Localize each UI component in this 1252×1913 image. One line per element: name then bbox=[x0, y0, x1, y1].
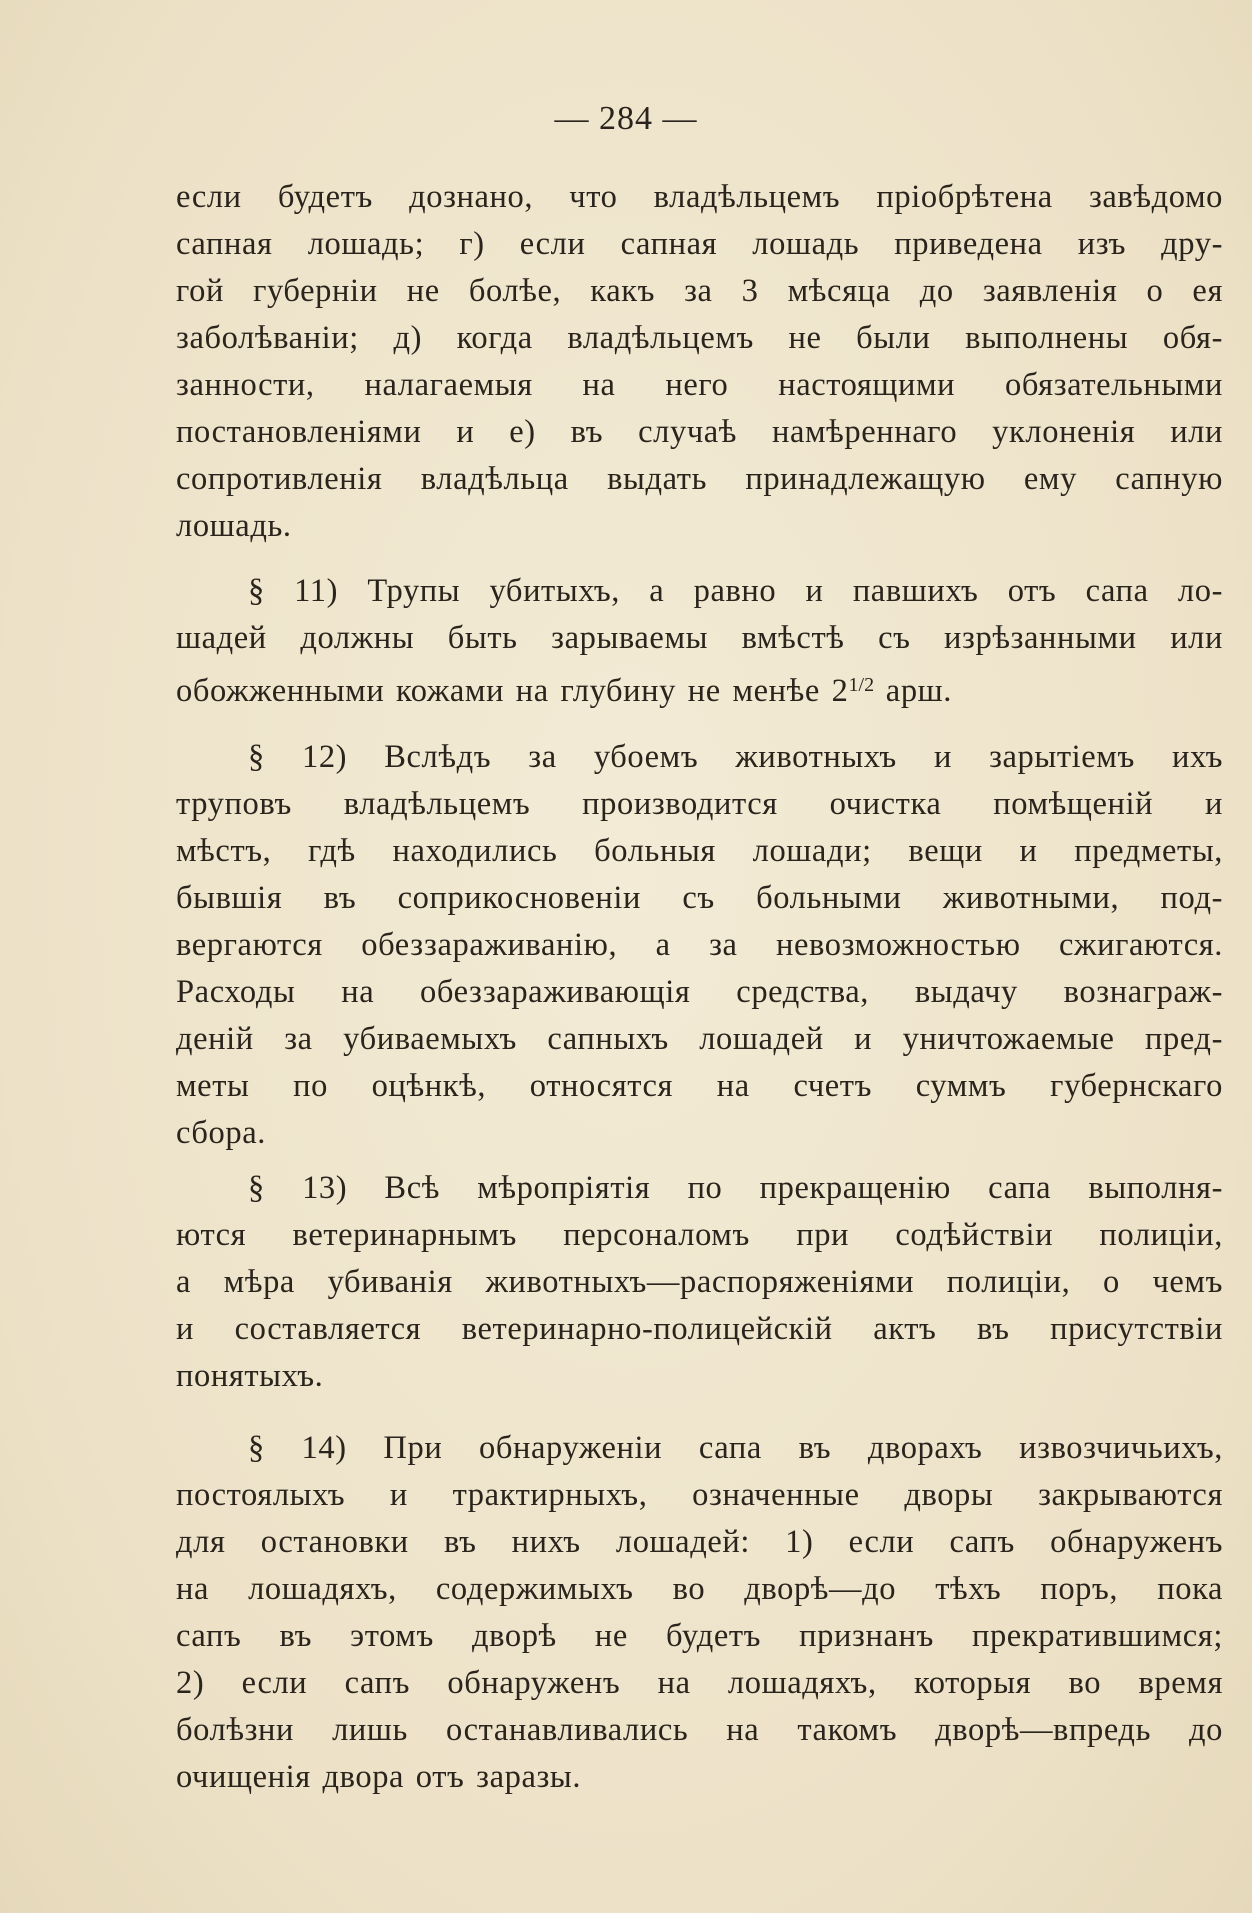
text-line: шадей должны быть зарываемы вмѣстѣ съ изрѣзанными или bbox=[176, 620, 1223, 656]
text-line: на лошадяхъ, содержимыхъ во дворѣ—до тѣхъ поръ, пока bbox=[176, 1571, 1223, 1607]
text-line: для остановки въ нихъ лошадей: 1) если сапъ обнаруженъ bbox=[176, 1524, 1223, 1560]
text-line: если будетъ дознано, что владѣльцемъ пріобрѣтена завѣдомо bbox=[176, 179, 1223, 215]
text-line: § 11) Трупы убитыхъ, а равно и павшихъ отъ сапа ло- bbox=[248, 573, 1223, 609]
text-line: а мѣра убиванія животныхъ—распоряженіями полиціи, о чемъ bbox=[176, 1264, 1223, 1300]
text-line: занности, налагаемыя на него настоящими обязательными bbox=[176, 367, 1223, 403]
text-line: труповъ владѣльцемъ производится очистка помѣщеній и bbox=[176, 786, 1223, 822]
text-line: лошадь. bbox=[176, 508, 292, 544]
paragraph-section-14 bbox=[176, 1425, 1223, 1801]
text-fragment: арш. bbox=[874, 673, 953, 709]
text-line: § 13) Всѣ мѣропріятія по прекращенію сапа выполня- bbox=[248, 1170, 1223, 1206]
text-line: сапъ въ этомъ дворѣ не будетъ признанъ прекратившимся; bbox=[176, 1618, 1223, 1654]
text-line: и составляется ветеринарно-полицейскій актъ въ присутствіи bbox=[176, 1311, 1223, 1347]
text-line: бывшія въ соприкосновеніи съ больными животными, под- bbox=[176, 880, 1223, 916]
text-line: понятыхъ. bbox=[176, 1358, 324, 1394]
text-line: сапная лошадь; г) если сапная лошадь приведена изъ дру- bbox=[176, 226, 1223, 262]
text-line: ются ветеринарнымъ персоналомъ при содѣйствіи полиціи, bbox=[176, 1217, 1223, 1253]
text-line: вергаются обеззараживанію, а за невозможностью сжигаются. bbox=[176, 927, 1223, 963]
text-line: 2) если сапъ обнаруженъ на лошадяхъ, которыя во время bbox=[176, 1665, 1223, 1701]
text-line: очищенія двора отъ заразы. bbox=[176, 1759, 582, 1795]
text-line: меты по оцѣнкѣ, относятся на счетъ суммъ губернскаго bbox=[176, 1068, 1223, 1104]
text-line: заболѣваніи; д) когда владѣльцемъ не были выполнены обя- bbox=[176, 320, 1223, 356]
text-line: § 12) Вслѣдъ за убоемъ животныхъ и зарытіемъ ихъ bbox=[248, 739, 1223, 775]
paragraph-section-13 bbox=[176, 1165, 1223, 1400]
text-fragment: обожженными кожами на глубину не менѣе 2 bbox=[176, 673, 849, 709]
text-line: постановленіями и е) въ случаѣ намѣреннаго уклоненія или bbox=[176, 414, 1223, 450]
page-number: — 284 — bbox=[554, 100, 698, 137]
text-line: постоялыхъ и трактирныхъ, означенные дворы закрываются bbox=[176, 1477, 1223, 1513]
text-line: § 14) При обнаруженіи сапа въ дворахъ извозчичьихъ, bbox=[248, 1430, 1223, 1466]
fraction-superscript: 1/2 bbox=[848, 674, 875, 696]
paragraph-continuation bbox=[176, 174, 1223, 550]
text-line: сопротивленія владѣльца выдать принадлежащую ему сапную bbox=[176, 461, 1223, 497]
text-line: сбора. bbox=[176, 1115, 267, 1151]
text-line bbox=[176, 662, 1223, 715]
text-line: гой губерніи не болѣе, какъ за 3 мѣсяца до заявленія о ея bbox=[176, 273, 1223, 309]
text-line: мѣстъ, гдѣ находились больныя лошади; вещи и предметы, bbox=[176, 833, 1223, 869]
text-line: деній за убиваемыхъ сапныхъ лошадей и уничтожаемые пред- bbox=[176, 1021, 1223, 1057]
text-line: Расходы на обеззараживающія средства, выдачу вознаграж- bbox=[176, 974, 1223, 1010]
paragraph-section-12 bbox=[176, 734, 1223, 1157]
paragraph-section-11 bbox=[176, 568, 1223, 715]
text-line: болѣзни лишь останавливались на такомъ дворѣ—впредь до bbox=[176, 1712, 1223, 1748]
